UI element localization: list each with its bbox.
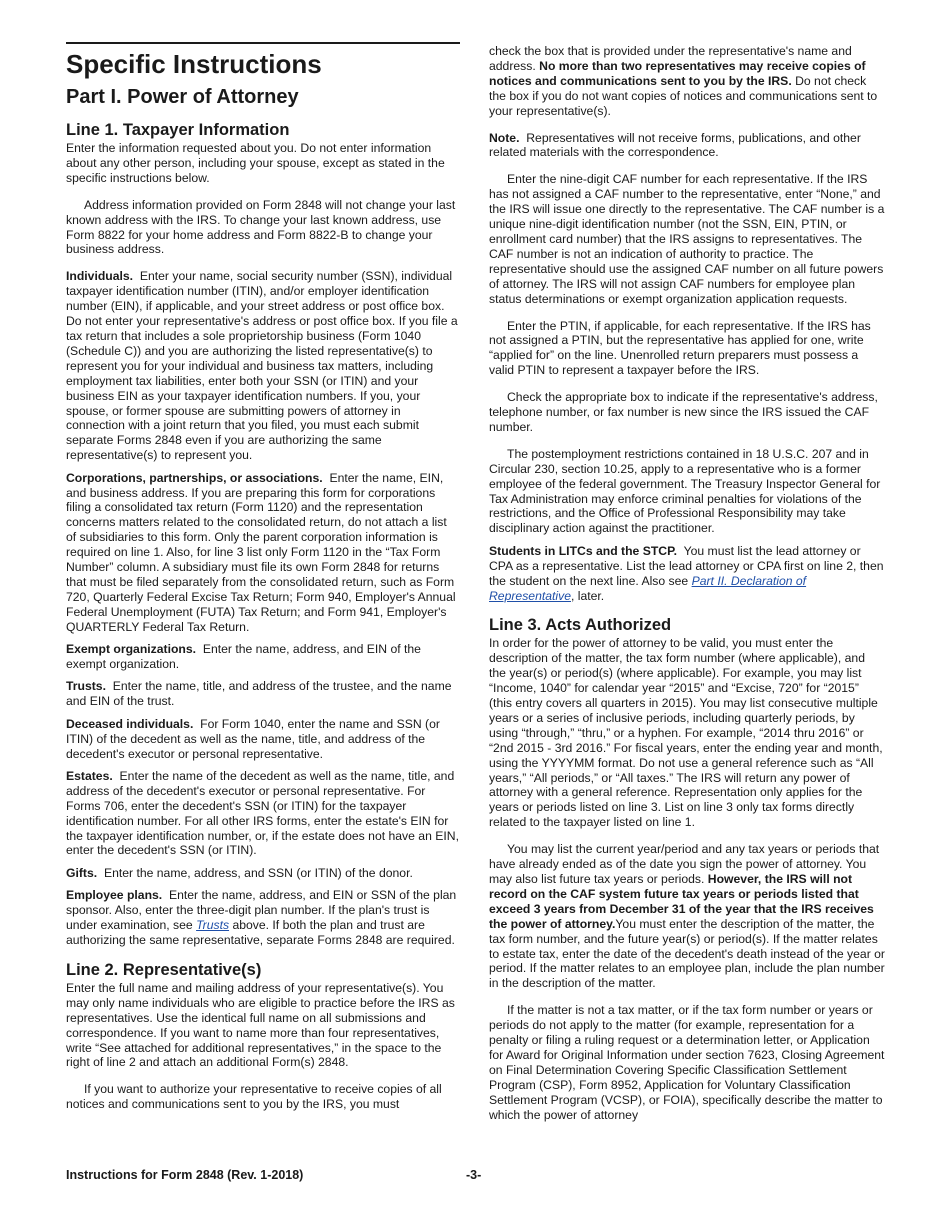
page-title: Specific Instructions	[66, 49, 322, 79]
footer-page-number: -3-	[466, 1168, 482, 1182]
notices-limit-text: No more than two representatives may receive copies of notices and communications sent to you by the IRS.	[489, 58, 866, 88]
students-lead: Students in LITCs and the STCP.	[489, 543, 678, 558]
notices-continued-text: check the box that is provided under the representative's name and address.	[489, 44, 852, 73]
note-lead: Note.	[489, 130, 520, 145]
line3-paragraph: In order for the power of attorney to be valid, you must enter the description of the matter, the tax form number (where applicable), and the year(s) or period(s) (where applicable). For example, you may list “Income, 1040” for calendar year “2015” and “Excise, 720” for “2015” (this entry covers all quarters in 2015). You may list consecutive multiple years or a series of inclusive periods, including quarterly periods, by using “through,” “thru,” or a hyphen. For example, “2014 thru 2016” or “2nd 2015 - 3rd 2016.” For fiscal years, enter the ending year and month, using the YYYYMM format. Do not use a general reference such as “All years,” “All periods,” or “All taxes.” The IRS will return any power of attorney with a general reference. Representation only applies for the years or periods listed on line 3. List on line 3 only tax forms directly related to the taxpayer listed on line 1.	[489, 636, 883, 830]
notices-continued-paragraph	[489, 44, 885, 119]
deceased-lead: Deceased individuals.	[66, 716, 194, 731]
individuals-lead: Individuals.	[66, 269, 134, 284]
note-paragraph	[489, 131, 885, 161]
students-paragraph	[489, 544, 885, 604]
individuals-paragraph	[66, 269, 460, 463]
gifts-lead: Gifts.	[66, 865, 98, 880]
caf-paragraph: Enter the nine-digit CAF number for each representative. If the IRS has not assigned a CAF number to the representative, enter “None,” and the IRS will issue one directly to the representative. The CAF number is a unique nine-digit identification number (not the SSN, EIN, PTIN, or enrollment card number) that the IRS assigns to representatives. The CAF number is not an indication of authority to practice. The representative should use the assigned CAF number on all future powers of attorney. The IRS will not assign CAF numbers for employee plan status determinations or exempt organization application requests.	[489, 172, 885, 306]
employee-plans-text-tail: above. If both the plan and trust are authorizing the same representative, separate Forms 2848 are required.	[66, 918, 455, 947]
corporations-paragraph	[66, 471, 460, 635]
exempt-text: Enter the name, address, and EIN of the exempt organization.	[66, 642, 421, 671]
estates-text: Enter the name of the decedent as well as the name, title, and address of the decedent's executor or personal representative. For Forms 706, enter the decedent's SSN (or ITIN) for the taxpayer identification number. For all other IRS forms, enter the estate's EIN for the taxpayer identification number, or, if the estate does not have an EIN, enter the decedent's SSN (or ITIN).	[66, 768, 459, 858]
part-heading: Part I. Power of Attorney	[66, 86, 299, 108]
corporations-lead: Corporations, partnerships, or associations.	[66, 470, 323, 485]
trusts-paragraph	[66, 679, 460, 709]
employee-plans-lead: Employee plans.	[66, 888, 163, 903]
students-tail: , later.	[570, 588, 605, 603]
declaration-link[interactable]: Part II. Declaration of Representative	[489, 573, 807, 603]
notices-continued-tail: Do not check the box if you do not want copies of notices and communications sent to your representative(s).	[489, 73, 878, 118]
line1-heading: Line 1. Taxpayer Information	[66, 121, 290, 139]
right-column	[489, 44, 885, 1130]
notices-paragraph: If you want to authorize your representative to receive copies of all notices and communications sent to you by the IRS, you must	[66, 1082, 442, 1112]
future-years-paragraph	[489, 842, 885, 991]
gifts-text: Enter the name, address, and SSN (or ITIN) of the donor.	[103, 865, 413, 880]
line1-paragraph: Enter the information requested about you. Do not enter information about any other person, including your spouse, except as stated in the specific instructions below.	[66, 141, 445, 185]
exempt-lead: Exempt organizations.	[66, 642, 197, 657]
estates-paragraph	[66, 769, 460, 858]
students-text: You must list the lead attorney or CPA as a representative. List the lead attorney or CPA first on line 2, then the student on the next line. Also see	[489, 543, 884, 588]
individuals-text: Enter your name, social security number (SSN), individual taxpayer identification number (ITIN), and/or employer identification number (EIN), if applicable, and your street address or post office box. Do not enter your representative's address or post office box. If you file a tax return that includes a sole proprietorship business (Form 1040 (Schedule C)) and you are authorizing the listed representative(s) to represent you for your individual and business tax matters, including employment tax liabilities, enter both your SSN (or ITIN) and your business EIN as your taxpayer identification numbers. If you, your spouse, or former spouse are submitting powers of attorney in connection with a joint return that you filed, you must each submit separate Forms 2848 even if you are authorizing the same representative(s) to represent you.	[66, 269, 458, 463]
footer-form-label: Instructions for Form 2848 (Rev. 1-2018)	[66, 1168, 304, 1182]
deceased-paragraph	[66, 717, 460, 762]
left-column	[66, 42, 460, 1120]
future-years-bold: However, the IRS will not record on the CAF system future tax years or periods listed that exceed 3 years from December 31 of the year that the IRS receives the power of attorney.	[489, 872, 874, 931]
non-tax-matter-paragraph: If the matter is not a tax matter, or if the tax form number or years or periods do not apply to the matter (for example, representation for a penalty or filing a ruling request or a determination letter, or Application for Award for Original Information under section 7623, Closing Agreement on Final Determination Covering Specific Classification Settlement Program (CSP), Form 8952, Application for Voluntary Classification Settlement Program (VCSP), or FOIA), specifically describe the matter to which the power of attorney	[489, 1003, 885, 1122]
future-years-text: You may list the current year/period and any tax years or periods that have already ended as of the date you sign the power of attorney. You may also list future tax years or periods.	[489, 842, 880, 886]
checkbox-paragraph: Check the appropriate box to indicate if the representative's address, telephone number, or fax number is new since the IRS issued the CAF number.	[489, 390, 878, 434]
line2-heading: Line 2. Representative(s)	[66, 960, 262, 979]
exempt-paragraph	[66, 642, 460, 672]
line2-paragraph: Enter the full name and mailing address of your representative(s). You may only name individuals who are eligible to practice before the IRS as representatives. Use the identical full name on all submissions and correspondence. If you want to name more than four representatives, write “See attached for additional representatives,” in the space to the right of line 2 and attach an additional Form(s) 2848.	[66, 980, 455, 1070]
trusts-lead: Trusts.	[66, 679, 106, 694]
estates-lead: Estates.	[66, 768, 113, 783]
trusts-text: Enter the name, title, and address of the trustee, and the name and EIN of the trust.	[66, 679, 452, 709]
line3-heading: Line 3. Acts Authorized	[489, 616, 672, 635]
ptin-paragraph: Enter the PTIN, if applicable, for each representative. If the IRS has not assigned a PTIN, but the representative has applied for one, write “applied for” on the line. Unenrolled return preparers must possess a valid PTIN to represent a taxpayer before the IRS.	[489, 318, 871, 378]
top-rule	[66, 42, 460, 44]
future-years-tail: You must enter the description of the matter, the tax form number, and the future year(s) or period(s). If the matter relates to estate tax, enter the date of the decedent's death instead of the year or period. If the matter relates to an employee plan, include the plan number in the description of the matter.	[489, 916, 885, 991]
employee-plans-paragraph	[66, 888, 460, 948]
trusts-link[interactable]: Trusts	[196, 918, 230, 933]
employee-plans-text: Enter the name, address, and EIN or SSN of the plan sponsor. Also, enter the three-digit plan number. If the plan's trust is under examination, see	[66, 888, 457, 933]
deceased-text: For Form 1040, enter the name and SSN (or ITIN) of the decedent as well as the name, title, and address of the decedent's executor or personal representative.	[66, 716, 440, 761]
postemployment-paragraph: The postemployment restrictions contained in 18 U.S.C. 207 and in Circular 230, section 10.25, apply to a representative who is a former employee of the federal government. The Treasury Inspector General for Tax Administration may enforce criminal penalties for violations of the restrictions, and the Office of Professional Responsibility may take disciplinary action against the practitioner.	[489, 446, 881, 536]
corporations-text: Enter the name, EIN, and business address. If you are preparing this form for corporations filing a consolidated tax return (Form 1120) and the representation concerns matters related to the consolidated return, do not attach a list of subsidiaries to this form. Only the parent corporation information is required on line 1. Also, for line 3 list only Form 1120 in the “Tax Form Number” column. A subsidiary must file its own Form 2848 for returns that must be filed separately from the consolidated return, such as Form 720, Quarterly Federal Excise Tax Return; Form 940, Employer's Annual Federal Unemployment (FUTA) Tax Return; and Form 941, Employer's QUARTERLY Federal Tax Return.	[66, 470, 456, 634]
address-paragraph: Address information provided on Form 2848 will not change your last known address with the IRS. To change your last known address, use Form 8822 for your home address and Form 8822-B to change your business address.	[66, 197, 456, 257]
gifts-paragraph	[66, 866, 460, 881]
note-text: Representatives will not receive forms, publications, and other related materials with the correspondence.	[489, 130, 861, 160]
